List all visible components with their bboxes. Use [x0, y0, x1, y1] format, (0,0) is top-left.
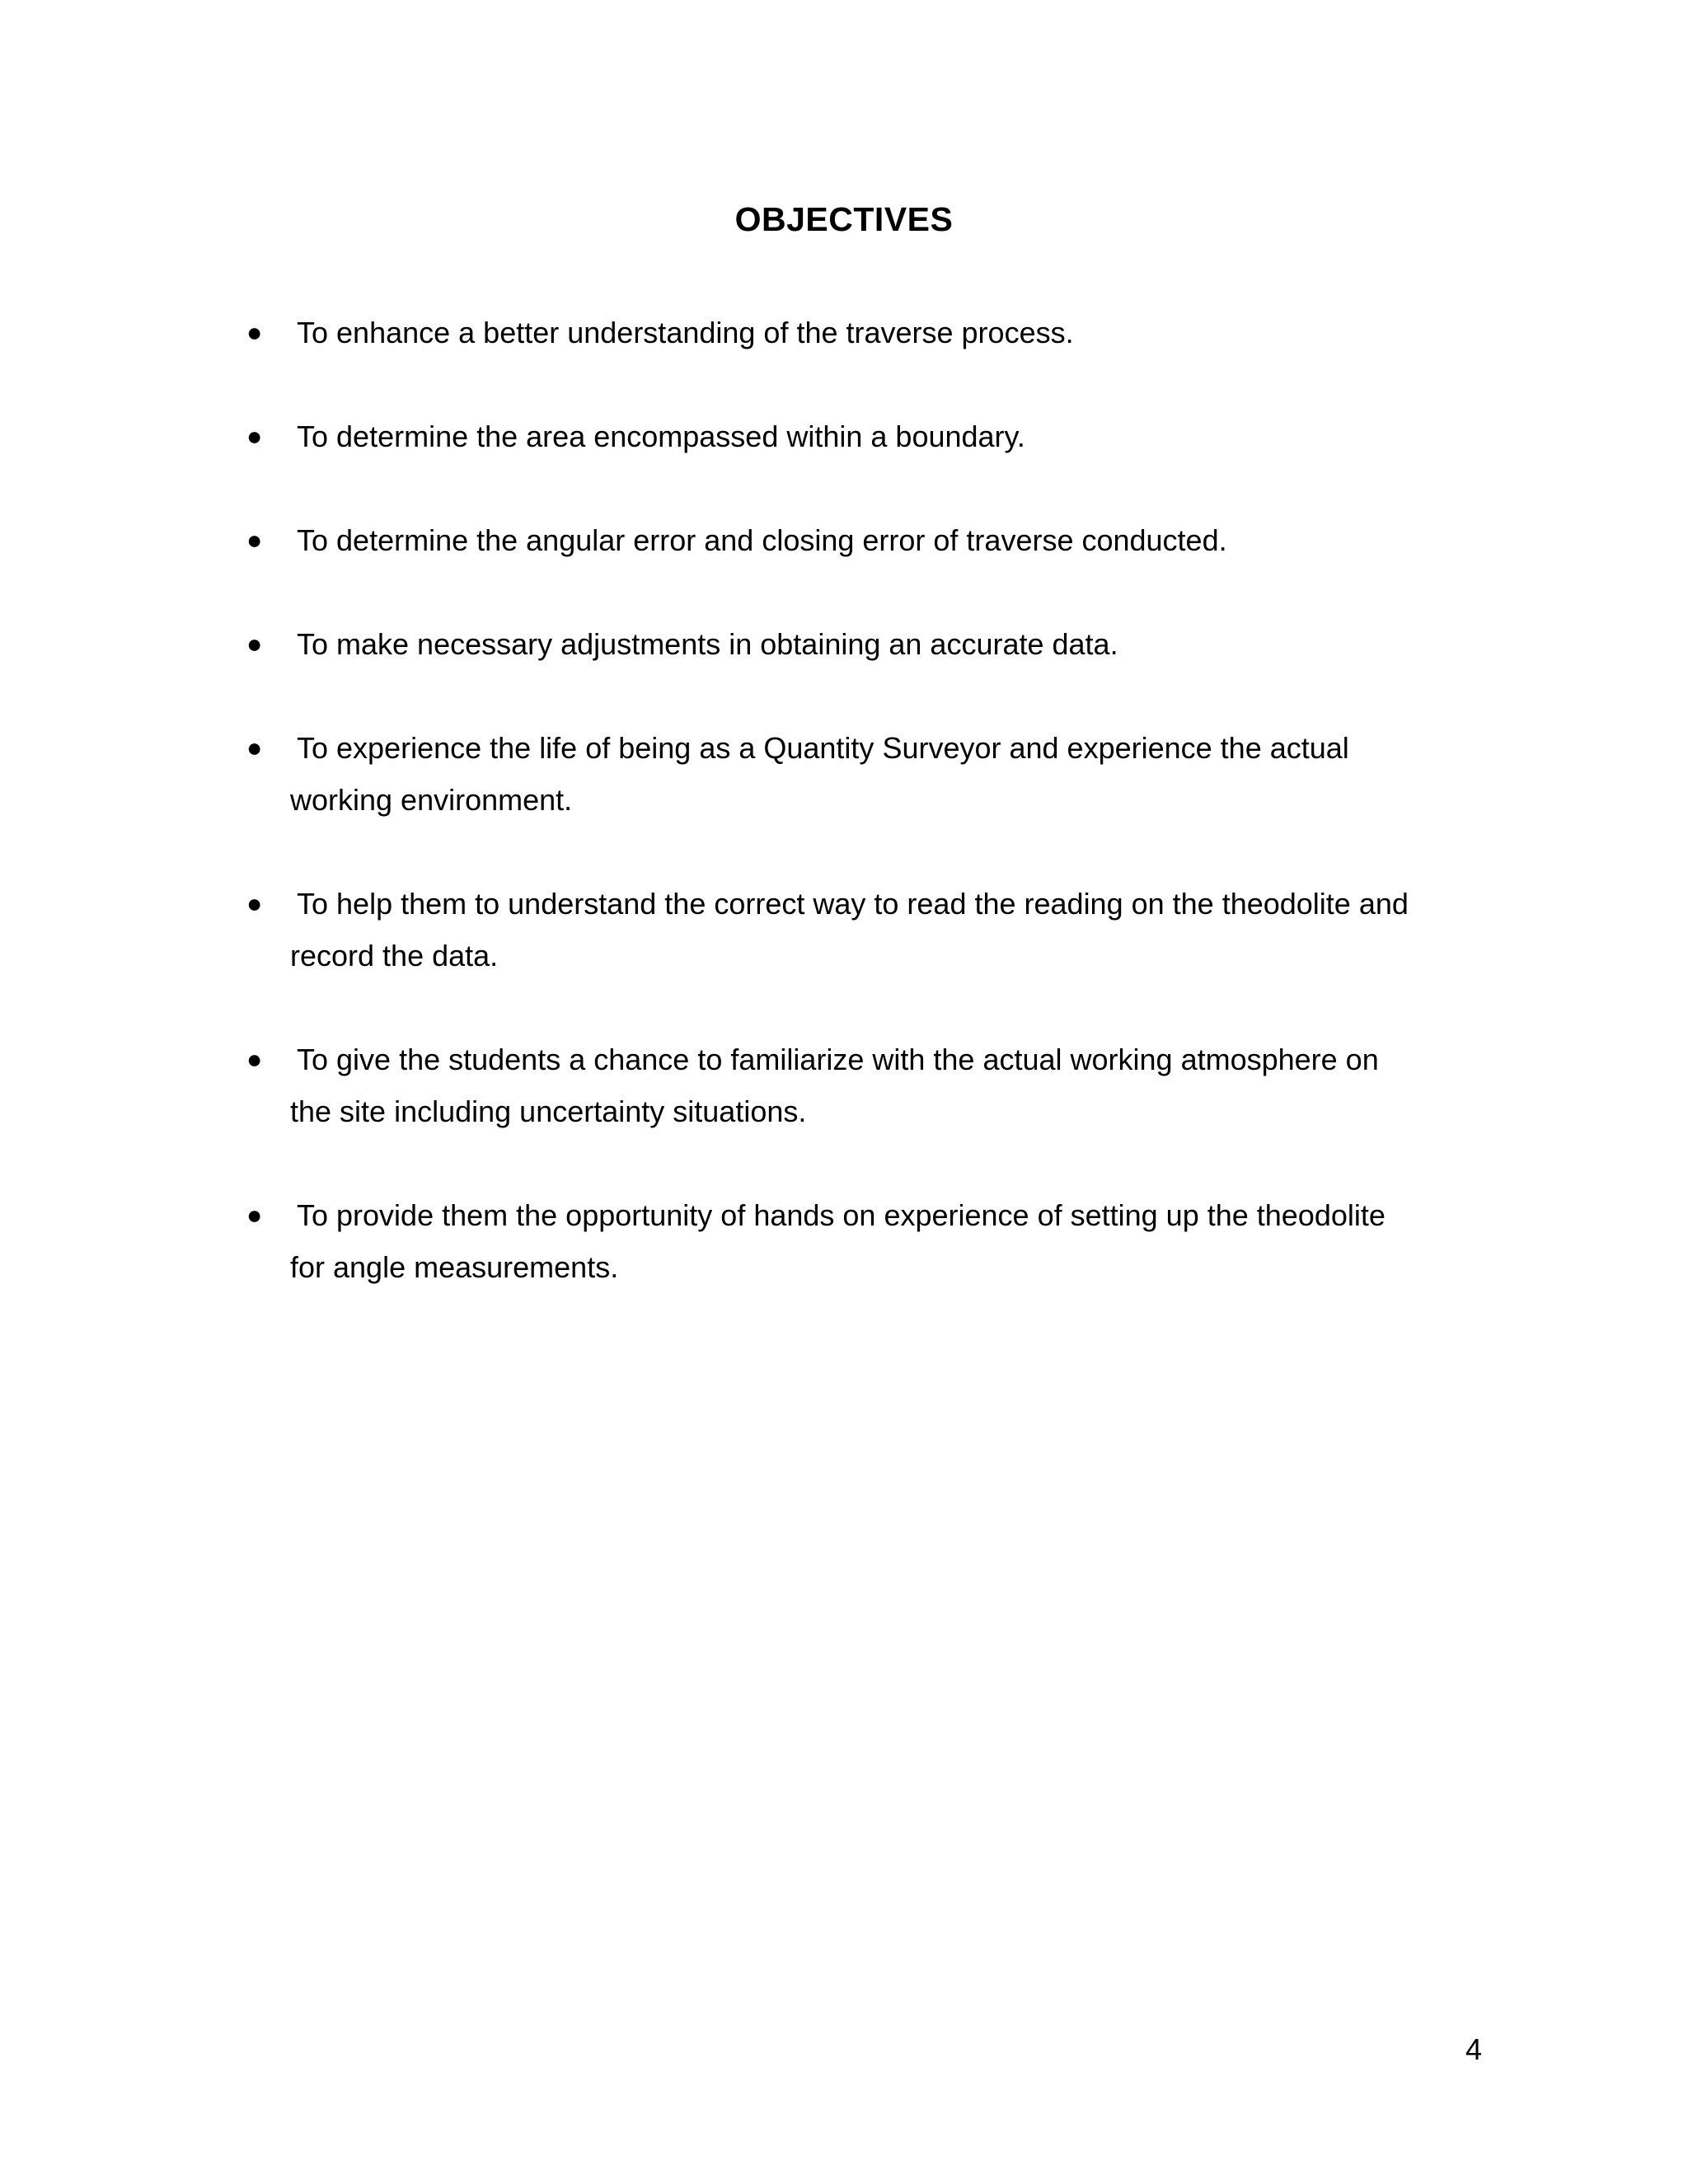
page-number: 4 — [1465, 2032, 1482, 2066]
bullet-icon: ● — [246, 1044, 263, 1074]
bullet-icon: ● — [246, 629, 263, 658]
list-item — [244, 618, 1414, 670]
objective-text: To experience the life of being as a Quantity Surveyor and experience the actual working environment. — [290, 731, 1349, 817]
bullet-icon: ● — [246, 888, 263, 918]
bullet-icon: ● — [246, 421, 263, 451]
objective-text: To enhance a better understanding of the traverse process. — [297, 316, 1074, 349]
list-item — [244, 1189, 1414, 1293]
list-item — [244, 878, 1414, 982]
objective-text: To make necessary adjustments in obtaining an accurate data. — [297, 627, 1118, 661]
list-item — [244, 722, 1414, 826]
objective-text: To provide them the opportunity of hands on experience of setting up the theodolite for angle measurements. — [290, 1198, 1386, 1284]
list-item — [244, 307, 1414, 359]
bullet-icon: ● — [246, 1200, 263, 1230]
bullet-icon: ● — [246, 525, 263, 555]
list-item — [244, 410, 1414, 462]
list-item — [244, 514, 1414, 566]
objective-text: To give the students a chance to familiarize with the actual working atmosphere on the site including uncertainty situations. — [290, 1043, 1379, 1128]
objective-text: To determine the area encompassed within a boundary. — [297, 419, 1025, 453]
bullet-icon: ● — [246, 317, 263, 347]
page-title: OBJECTIVES — [734, 200, 954, 238]
bullet-icon: ● — [246, 733, 263, 762]
objectives-list — [244, 307, 1414, 1345]
list-item — [244, 1033, 1414, 1137]
objective-text: To help them to understand the correct way to read the reading on the theodolite and record the data. — [290, 887, 1409, 972]
objective-text: To determine the angular error and closing error of traverse conducted. — [297, 523, 1227, 557]
